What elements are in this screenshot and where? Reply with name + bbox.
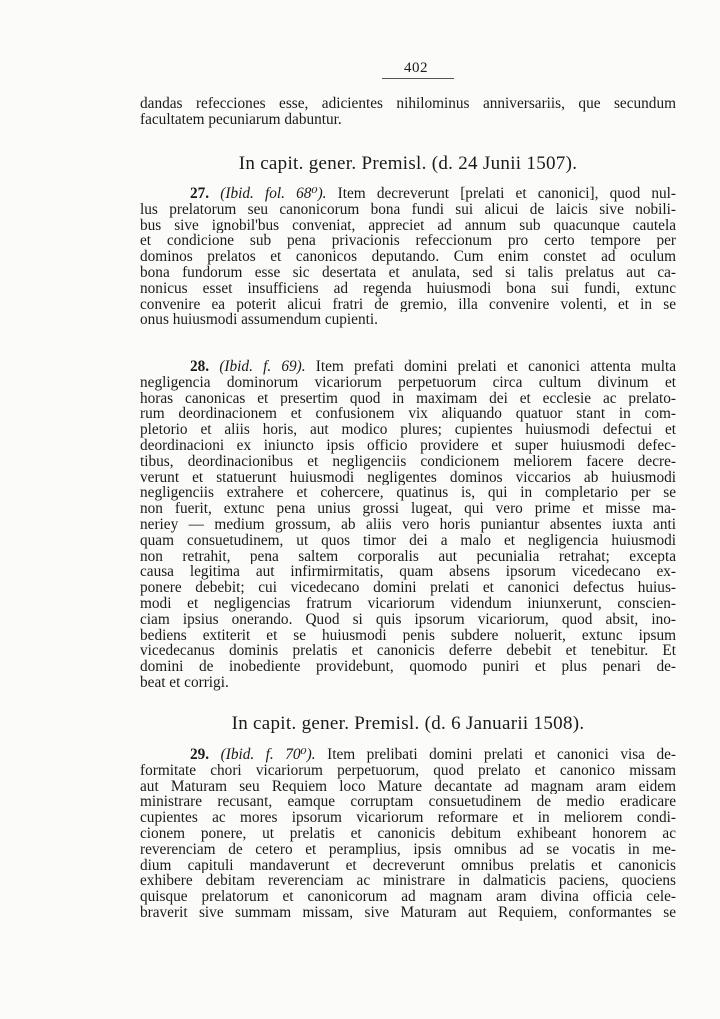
paragraph-number: 27.: [190, 186, 210, 202]
text-line: tibus, deordinacionibus et negligenciis condicionem meliorem facere decre-: [140, 453, 676, 470]
text-line: non retrahit, pena saltem corporalis aut pecunialia retrahat; excepta: [140, 548, 676, 565]
text-line: dominos prelatos et canonicos deputando. Cum enim constet ad oculum: [140, 249, 676, 265]
text-line: braverit sive summam missam, sive Maturam aut Requiem, conformantes se: [140, 904, 676, 921]
paragraph-28: [140, 359, 676, 691]
paragraph-first-line: [140, 359, 676, 375]
intro-paragraph: [140, 96, 676, 128]
first-line-text: Item decreverunt [prelati et canonici], quod nul-: [337, 186, 676, 202]
text-line: convenire ea poterit alicui fratri de gremio, illa convenire volenti, et in se: [140, 296, 676, 313]
text-line: aut Maturam seu Requiem loco Mature decantate ad magnam aram eidem: [140, 778, 676, 795]
paragraph-first-line: [140, 747, 676, 763]
text-line: negligenciis extrahere et cohercere, quatinus is, qui in completario per se: [140, 485, 676, 502]
paragraph-27: [140, 186, 676, 328]
text-line: deordinacioni ex iniuncto ipsis officio providere et super huiusmodi defec-: [140, 437, 676, 454]
text-line: neriey — medium grossum, ab aliis vero horis puniantur absentes iuxta anti: [140, 516, 676, 533]
text-line: domini de inobediente providebunt, quomodo puniri et plus penari de-: [140, 659, 676, 675]
paragraph-number: 28.: [190, 359, 210, 375]
text-line: reverenciam de cetero et peramplius, ipsis omnibus ad se vocatis in me-: [140, 841, 676, 858]
text-line: cupientes ac mores ipsorum vicariorum reformare et in meliorem condi-: [140, 810, 676, 826]
source-reference: (Ibid. f. 69).: [219, 359, 306, 375]
text-line: exhibere debitam reverenciam ac ministrare in dalmaticis paciens, quociens: [140, 873, 676, 890]
text-line: nonicus esset insufficiens ad regenda huiusmodi bona sui fundi, extunc: [140, 280, 676, 297]
text-line: ponere debebit; cui vicedecano domini prelati et canonici defectus huius-: [140, 580, 676, 596]
text-line: non fuerit, extunc pena unius grossi lugeat, qui vero prime et misse ma-: [140, 501, 676, 517]
first-line-text: Item prefati domini prelati et canonici attenta multa: [315, 359, 676, 375]
text-line: horas canonicas et presertim quod in maximam dei et ecclesie ac prelato-: [140, 390, 676, 407]
text-line: quisque prelatorum et canonicorum ad magnam aram divina officia cele-: [140, 889, 676, 905]
text-line: ciam ipsius onerando. Quod si quis ipsorum vicariorum, quod absit, ino-: [140, 611, 676, 628]
first-line-text: Item prelibati domini prelati et canonici visa de-: [327, 747, 676, 763]
text-line: ministrare recusant, eamque corruptam consuetudinem de medio eradicare: [140, 794, 676, 811]
text-line: et condicione sub pena privacionis refeccionum pro certo tempore per: [140, 233, 676, 250]
source-reference: (Ibid. fol. 68⁰).: [220, 186, 327, 202]
text-line: causa legitima aut infirmirmitatis, quam absens ipsorum vicedecano ex-: [140, 564, 676, 581]
text-line: cionem ponere, ut prelatis et canonicis debitum exhibeant honorem ac: [140, 825, 676, 842]
text-line: negligencia dominorum vicariorum perpetuorum circa cultum divinum et: [140, 374, 676, 391]
text-line: bus sive ignobil'bus conveniat, appreciet ad annum sub quacunque cautela: [140, 217, 676, 234]
page-number-rule: [382, 78, 454, 79]
page-number: 402: [404, 60, 428, 76]
text-line: verunt et statuerunt huiusmodi negligentes dominos viccarios ab huiusmodi: [140, 469, 676, 486]
text-line: beat et corrigi.: [140, 674, 229, 691]
text-line: modi et negligencias fratrum vicariorum videndum iniunxerunt, conscien-: [140, 595, 676, 612]
text-line: vicedecanus dominis prelatis et canonicis deferre debebit et tenebitur. Et: [140, 643, 676, 660]
section-heading-2: In capit. gener. Premisl. (d. 6 Januarii 1508).: [231, 713, 585, 734]
text-line: onus huiusmodi assumendum cupienti.: [140, 312, 378, 329]
paragraph-29: [140, 747, 676, 921]
source-reference: (Ibid. f. 70⁰).: [220, 747, 316, 763]
paragraph-number: 29.: [190, 747, 210, 763]
text-line: rum deordinacionem et confusionem vix aliquando quatuor stant in com-: [140, 406, 676, 423]
text-line: formitate chori vicariorum perpetuorum, quod prelato et canonico missam: [140, 762, 676, 779]
text-line: dandas refecciones esse, adicientes nihilominus anniversariis, que secundum: [140, 96, 676, 112]
section-heading-1: In capit. gener. Premisl. (d. 24 Junii 1507).: [238, 153, 578, 174]
text-line: bona fundorum esse sic desertata et anulata, sed si talis prelatus aut ca-: [140, 264, 676, 281]
text-line: quam consuetudinem, ut quos timor dei a malo et negligencia huiusmodi: [140, 532, 676, 549]
text-line: pletorio et aliis horis, aut modico plures; cupientes huiusmodi defectui et: [140, 422, 676, 438]
text-line: dium capituli mandaverunt et decreverunt omnibus prelatis et canonicis: [140, 857, 676, 874]
paragraph-first-line: [140, 186, 676, 202]
text-line: facultatem pecuniarum dabuntur.: [140, 111, 342, 128]
text-line: bediens extiterit et se huiusmodi penis subdere noluerit, extunc ipsum: [140, 627, 676, 644]
text-line: lus prelatorum seu canonicorum bona fundi sui alicui de laicis sive nobili-: [140, 201, 676, 218]
